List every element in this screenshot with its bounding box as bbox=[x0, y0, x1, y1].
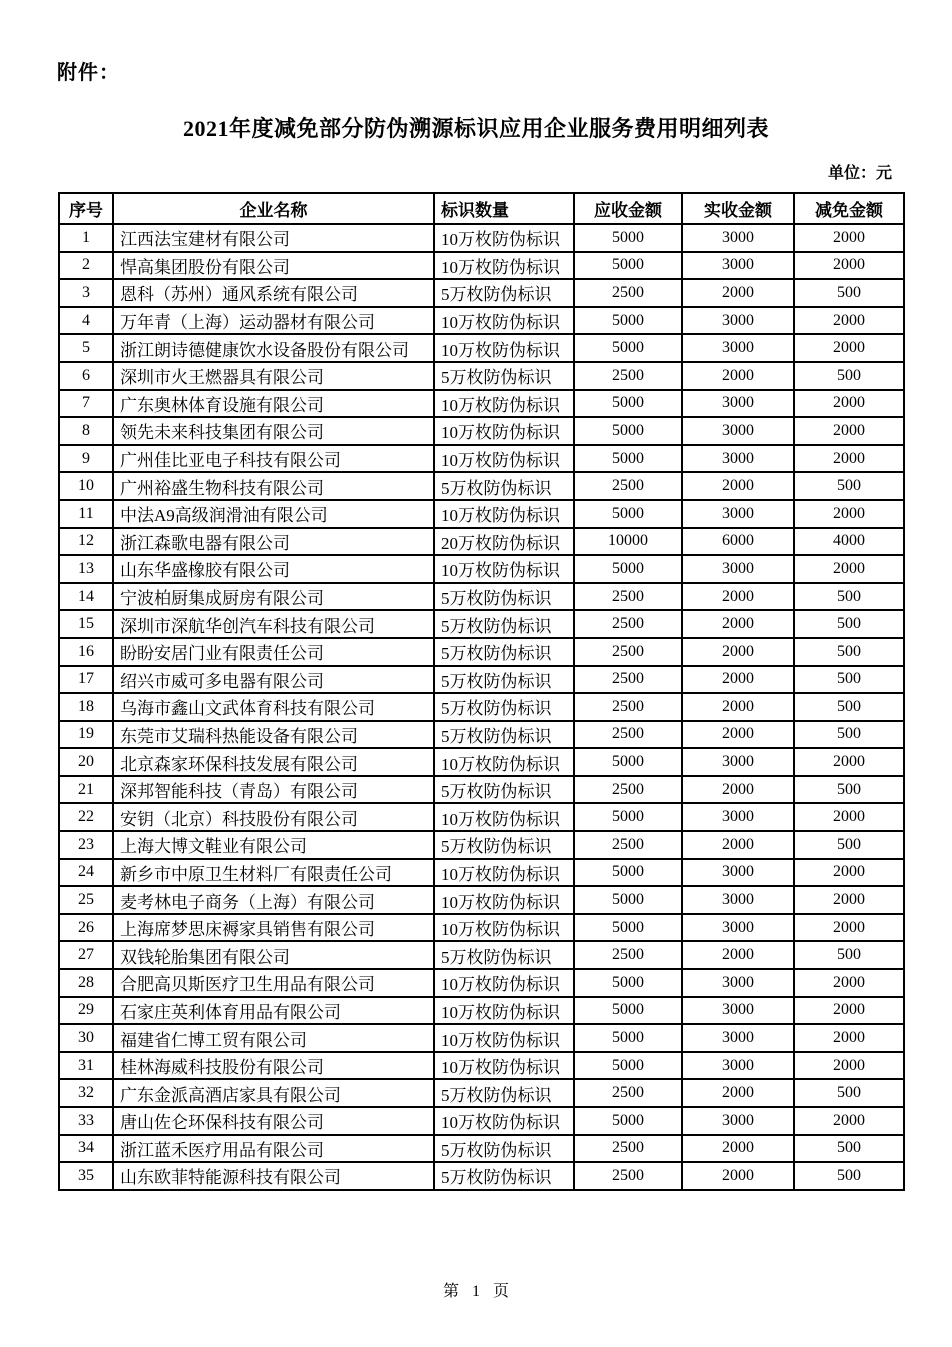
receivable-cell: 2500 bbox=[574, 279, 682, 307]
seq-cell: 27 bbox=[59, 941, 113, 969]
quantity-cell: 5万枚防伪标识 bbox=[434, 1079, 574, 1107]
receivable-cell: 2500 bbox=[574, 1135, 682, 1163]
received-cell: 3000 bbox=[682, 252, 794, 280]
received-cell: 2000 bbox=[682, 1079, 794, 1107]
company-cell: 深圳市深航华创汽车科技有限公司 bbox=[113, 610, 434, 638]
receivable-cell: 2500 bbox=[574, 941, 682, 969]
unit-label: 单位：元 bbox=[827, 165, 892, 182]
company-cell: 中法A9高级润滑油有限公司 bbox=[113, 500, 434, 528]
quantity-cell: 10万枚防伪标识 bbox=[434, 748, 574, 776]
quantity-cell: 5万枚防伪标识 bbox=[434, 666, 574, 694]
seq-cell: 15 bbox=[59, 610, 113, 638]
seq-cell: 2 bbox=[59, 252, 113, 280]
table-row bbox=[59, 362, 904, 390]
received-cell: 2000 bbox=[682, 666, 794, 694]
company-cell: 广东奥林体育设施有限公司 bbox=[113, 390, 434, 418]
company-cell: 浙江蓝禾医疗用品有限公司 bbox=[113, 1135, 434, 1163]
table-row bbox=[59, 610, 904, 638]
table-row bbox=[59, 1024, 904, 1052]
reduced-cell: 2000 bbox=[794, 555, 904, 583]
table-row bbox=[59, 969, 904, 997]
reduced-cell: 500 bbox=[794, 362, 904, 390]
seq-cell: 25 bbox=[59, 886, 113, 914]
table-row bbox=[59, 1079, 904, 1107]
quantity-cell: 5万枚防伪标识 bbox=[434, 362, 574, 390]
quantity-cell: 10万枚防伪标识 bbox=[434, 555, 574, 583]
received-cell: 3000 bbox=[682, 748, 794, 776]
table-row bbox=[59, 417, 904, 445]
received-cell: 3000 bbox=[682, 969, 794, 997]
reduced-cell: 2000 bbox=[794, 1107, 904, 1135]
received-cell: 3000 bbox=[682, 500, 794, 528]
reduced-cell: 2000 bbox=[794, 500, 904, 528]
page-number: 第 1 页 bbox=[442, 1283, 509, 1300]
received-cell: 2000 bbox=[682, 693, 794, 721]
reduced-cell: 2000 bbox=[794, 1024, 904, 1052]
company-cell: 广州裕盛生物科技有限公司 bbox=[113, 472, 434, 500]
received-cell: 3000 bbox=[682, 334, 794, 362]
table-row bbox=[59, 390, 904, 418]
seq-cell: 19 bbox=[59, 721, 113, 749]
company-cell: 东莞市艾瑞科热能设备有限公司 bbox=[113, 721, 434, 749]
quantity-cell: 5万枚防伪标识 bbox=[434, 610, 574, 638]
seq-cell: 14 bbox=[59, 583, 113, 611]
quantity-cell: 10万枚防伪标识 bbox=[434, 803, 574, 831]
reduced-cell: 500 bbox=[794, 610, 904, 638]
quantity-cell: 10万枚防伪标识 bbox=[434, 334, 574, 362]
seq-cell: 20 bbox=[59, 748, 113, 776]
receivable-cell: 2500 bbox=[574, 610, 682, 638]
reduced-cell: 500 bbox=[794, 831, 904, 859]
reduced-cell: 500 bbox=[794, 472, 904, 500]
company-cell: 乌海市鑫山文武体育科技有限公司 bbox=[113, 693, 434, 721]
seq-cell: 18 bbox=[59, 693, 113, 721]
seq-cell: 24 bbox=[59, 859, 113, 887]
received-cell: 6000 bbox=[682, 528, 794, 556]
company-cell: 麦考林电子商务（上海）有限公司 bbox=[113, 886, 434, 914]
receivable-cell: 2500 bbox=[574, 831, 682, 859]
seq-cell: 5 bbox=[59, 334, 113, 362]
reduced-cell: 2000 bbox=[794, 334, 904, 362]
table-row bbox=[59, 1162, 904, 1190]
receivable-cell: 5000 bbox=[574, 555, 682, 583]
reduced-cell: 500 bbox=[794, 279, 904, 307]
table-row bbox=[59, 472, 904, 500]
received-cell: 2000 bbox=[682, 1162, 794, 1190]
company-cell: 北京森家环保科技发展有限公司 bbox=[113, 748, 434, 776]
table-row bbox=[59, 997, 904, 1025]
quantity-cell: 5万枚防伪标识 bbox=[434, 472, 574, 500]
table-row bbox=[59, 252, 904, 280]
table-row bbox=[59, 445, 904, 473]
company-cell: 浙江森歌电器有限公司 bbox=[113, 528, 434, 556]
receivable-cell: 5000 bbox=[574, 803, 682, 831]
table-row bbox=[59, 776, 904, 804]
table-row bbox=[59, 1135, 904, 1163]
reduced-cell: 2000 bbox=[794, 445, 904, 473]
reduced-cell: 500 bbox=[794, 1079, 904, 1107]
receivable-cell: 2500 bbox=[574, 776, 682, 804]
receivable-cell: 5000 bbox=[574, 997, 682, 1025]
header-receivable: 应收金额 bbox=[574, 193, 682, 224]
received-cell: 2000 bbox=[682, 776, 794, 804]
table-row bbox=[59, 748, 904, 776]
company-cell: 合肥高贝斯医疗卫生用品有限公司 bbox=[113, 969, 434, 997]
company-cell: 悍高集团股份有限公司 bbox=[113, 252, 434, 280]
table-row bbox=[59, 638, 904, 666]
company-cell: 桂林海威科技股份有限公司 bbox=[113, 1052, 434, 1080]
seq-cell: 16 bbox=[59, 638, 113, 666]
seq-cell: 4 bbox=[59, 307, 113, 335]
table-row bbox=[59, 1052, 904, 1080]
seq-cell: 8 bbox=[59, 417, 113, 445]
quantity-cell: 5万枚防伪标识 bbox=[434, 693, 574, 721]
reduced-cell: 2000 bbox=[794, 252, 904, 280]
quantity-cell: 5万枚防伪标识 bbox=[434, 776, 574, 804]
reduced-cell: 2000 bbox=[794, 307, 904, 335]
receivable-cell: 5000 bbox=[574, 334, 682, 362]
reduced-cell: 2000 bbox=[794, 886, 904, 914]
seq-cell: 31 bbox=[59, 1052, 113, 1080]
received-cell: 2000 bbox=[682, 472, 794, 500]
seq-cell: 17 bbox=[59, 666, 113, 694]
received-cell: 2000 bbox=[682, 610, 794, 638]
quantity-cell: 10万枚防伪标识 bbox=[434, 252, 574, 280]
seq-cell: 26 bbox=[59, 914, 113, 942]
company-cell: 江西法宝建材有限公司 bbox=[113, 224, 434, 252]
quantity-cell: 10万枚防伪标识 bbox=[434, 390, 574, 418]
quantity-cell: 10万枚防伪标识 bbox=[434, 1052, 574, 1080]
company-cell: 双钱轮胎集团有限公司 bbox=[113, 941, 434, 969]
table-row bbox=[59, 886, 904, 914]
company-cell: 广州佳比亚电子科技有限公司 bbox=[113, 445, 434, 473]
receivable-cell: 2500 bbox=[574, 666, 682, 694]
company-cell: 浙江朗诗德健康饮水设备股份有限公司 bbox=[113, 334, 434, 362]
received-cell: 2000 bbox=[682, 831, 794, 859]
reduced-cell: 2000 bbox=[794, 1052, 904, 1080]
receivable-cell: 2500 bbox=[574, 583, 682, 611]
company-cell: 上海大博文鞋业有限公司 bbox=[113, 831, 434, 859]
company-cell: 山东华盛橡胶有限公司 bbox=[113, 555, 434, 583]
reduced-cell: 2000 bbox=[794, 417, 904, 445]
receivable-cell: 2500 bbox=[574, 693, 682, 721]
quantity-cell: 10万枚防伪标识 bbox=[434, 500, 574, 528]
seq-cell: 9 bbox=[59, 445, 113, 473]
seq-cell: 33 bbox=[59, 1107, 113, 1135]
quantity-cell: 5万枚防伪标识 bbox=[434, 638, 574, 666]
table-row bbox=[59, 859, 904, 887]
table-header-row bbox=[59, 193, 904, 224]
receivable-cell: 2500 bbox=[574, 472, 682, 500]
received-cell: 3000 bbox=[682, 1107, 794, 1135]
header-quantity: 标识数量 bbox=[434, 193, 574, 224]
table-row bbox=[59, 555, 904, 583]
company-cell: 上海席梦思床褥家具销售有限公司 bbox=[113, 914, 434, 942]
received-cell: 3000 bbox=[682, 914, 794, 942]
seq-cell: 3 bbox=[59, 279, 113, 307]
seq-cell: 7 bbox=[59, 390, 113, 418]
quantity-cell: 10万枚防伪标识 bbox=[434, 886, 574, 914]
quantity-cell: 10万枚防伪标识 bbox=[434, 224, 574, 252]
table-row bbox=[59, 941, 904, 969]
seq-cell: 30 bbox=[59, 1024, 113, 1052]
quantity-cell: 20万枚防伪标识 bbox=[434, 528, 574, 556]
quantity-cell: 5万枚防伪标识 bbox=[434, 279, 574, 307]
seq-cell: 35 bbox=[59, 1162, 113, 1190]
receivable-cell: 2500 bbox=[574, 638, 682, 666]
company-cell: 恩科（苏州）通风系统有限公司 bbox=[113, 279, 434, 307]
seq-cell: 12 bbox=[59, 528, 113, 556]
receivable-cell: 5000 bbox=[574, 914, 682, 942]
receivable-cell: 5000 bbox=[574, 252, 682, 280]
seq-cell: 32 bbox=[59, 1079, 113, 1107]
company-cell: 深圳市火王燃器具有限公司 bbox=[113, 362, 434, 390]
received-cell: 2000 bbox=[682, 1135, 794, 1163]
received-cell: 3000 bbox=[682, 886, 794, 914]
table-row bbox=[59, 224, 904, 252]
received-cell: 2000 bbox=[682, 583, 794, 611]
receivable-cell: 5000 bbox=[574, 390, 682, 418]
receivable-cell: 2500 bbox=[574, 362, 682, 390]
receivable-cell: 5000 bbox=[574, 445, 682, 473]
header-received: 实收金额 bbox=[682, 193, 794, 224]
seq-cell: 23 bbox=[59, 831, 113, 859]
receivable-cell: 5000 bbox=[574, 859, 682, 887]
company-cell: 宁波柏厨集成厨房有限公司 bbox=[113, 583, 434, 611]
page-title: 2021年度减免部分防伪溯源标识应用企业服务费用明细列表 bbox=[182, 116, 769, 141]
receivable-cell: 5000 bbox=[574, 748, 682, 776]
received-cell: 3000 bbox=[682, 307, 794, 335]
quantity-cell: 5万枚防伪标识 bbox=[434, 941, 574, 969]
company-cell: 万年青（上海）运动器材有限公司 bbox=[113, 307, 434, 335]
company-cell: 安钥（北京）科技股份有限公司 bbox=[113, 803, 434, 831]
quantity-cell: 5万枚防伪标识 bbox=[434, 583, 574, 611]
received-cell: 3000 bbox=[682, 555, 794, 583]
reduced-cell: 4000 bbox=[794, 528, 904, 556]
reduced-cell: 500 bbox=[794, 721, 904, 749]
receivable-cell: 10000 bbox=[574, 528, 682, 556]
reduced-cell: 2000 bbox=[794, 748, 904, 776]
quantity-cell: 10万枚防伪标识 bbox=[434, 1024, 574, 1052]
receivable-cell: 2500 bbox=[574, 1079, 682, 1107]
received-cell: 2000 bbox=[682, 638, 794, 666]
received-cell: 3000 bbox=[682, 1024, 794, 1052]
seq-cell: 13 bbox=[59, 555, 113, 583]
receivable-cell: 5000 bbox=[574, 1024, 682, 1052]
receivable-cell: 5000 bbox=[574, 1052, 682, 1080]
company-cell: 广东金派高酒店家具有限公司 bbox=[113, 1079, 434, 1107]
header-seq: 序号 bbox=[59, 193, 113, 224]
seq-cell: 6 bbox=[59, 362, 113, 390]
reduced-cell: 2000 bbox=[794, 914, 904, 942]
fee-table bbox=[58, 192, 905, 1191]
company-cell: 新乡市中原卫生材料厂有限责任公司 bbox=[113, 859, 434, 887]
receivable-cell: 5000 bbox=[574, 500, 682, 528]
company-cell: 石家庄英利体育用品有限公司 bbox=[113, 997, 434, 1025]
seq-cell: 10 bbox=[59, 472, 113, 500]
received-cell: 3000 bbox=[682, 997, 794, 1025]
quantity-cell: 5万枚防伪标识 bbox=[434, 1162, 574, 1190]
seq-cell: 28 bbox=[59, 969, 113, 997]
seq-cell: 29 bbox=[59, 997, 113, 1025]
quantity-cell: 10万枚防伪标识 bbox=[434, 859, 574, 887]
table-row bbox=[59, 307, 904, 335]
reduced-cell: 500 bbox=[794, 583, 904, 611]
receivable-cell: 2500 bbox=[574, 721, 682, 749]
received-cell: 3000 bbox=[682, 803, 794, 831]
quantity-cell: 10万枚防伪标识 bbox=[434, 417, 574, 445]
quantity-cell: 5万枚防伪标识 bbox=[434, 721, 574, 749]
company-cell: 山东欧菲特能源科技有限公司 bbox=[113, 1162, 434, 1190]
seq-cell: 34 bbox=[59, 1135, 113, 1163]
header-company: 企业名称 bbox=[113, 193, 434, 224]
received-cell: 2000 bbox=[682, 721, 794, 749]
received-cell: 2000 bbox=[682, 941, 794, 969]
table-row bbox=[59, 831, 904, 859]
reduced-cell: 500 bbox=[794, 776, 904, 804]
receivable-cell: 2500 bbox=[574, 1162, 682, 1190]
received-cell: 3000 bbox=[682, 1052, 794, 1080]
table-row bbox=[59, 803, 904, 831]
seq-cell: 11 bbox=[59, 500, 113, 528]
table-row bbox=[59, 1107, 904, 1135]
seq-cell: 22 bbox=[59, 803, 113, 831]
seq-cell: 1 bbox=[59, 224, 113, 252]
table-row bbox=[59, 583, 904, 611]
table-row bbox=[59, 666, 904, 694]
quantity-cell: 10万枚防伪标识 bbox=[434, 445, 574, 473]
company-cell: 盼盼安居门业有限责任公司 bbox=[113, 638, 434, 666]
company-cell: 深邦智能科技（青岛）有限公司 bbox=[113, 776, 434, 804]
company-cell: 领先未来科技集团有限公司 bbox=[113, 417, 434, 445]
header-reduced: 减免金额 bbox=[794, 193, 904, 224]
reduced-cell: 500 bbox=[794, 666, 904, 694]
received-cell: 3000 bbox=[682, 224, 794, 252]
reduced-cell: 2000 bbox=[794, 803, 904, 831]
reduced-cell: 500 bbox=[794, 693, 904, 721]
reduced-cell: 2000 bbox=[794, 997, 904, 1025]
company-cell: 福建省仁博工贸有限公司 bbox=[113, 1024, 434, 1052]
table-row bbox=[59, 693, 904, 721]
receivable-cell: 5000 bbox=[574, 969, 682, 997]
reduced-cell: 500 bbox=[794, 941, 904, 969]
receivable-cell: 5000 bbox=[574, 224, 682, 252]
table-row bbox=[59, 334, 904, 362]
company-cell: 绍兴市威可多电器有限公司 bbox=[113, 666, 434, 694]
seq-cell: 21 bbox=[59, 776, 113, 804]
reduced-cell: 2000 bbox=[794, 390, 904, 418]
reduced-cell: 2000 bbox=[794, 969, 904, 997]
reduced-cell: 500 bbox=[794, 638, 904, 666]
quantity-cell: 5万枚防伪标识 bbox=[434, 831, 574, 859]
receivable-cell: 5000 bbox=[574, 1107, 682, 1135]
reduced-cell: 500 bbox=[794, 1135, 904, 1163]
table-row bbox=[59, 279, 904, 307]
received-cell: 3000 bbox=[682, 859, 794, 887]
quantity-cell: 10万枚防伪标识 bbox=[434, 997, 574, 1025]
attachment-label: 附件： bbox=[57, 62, 120, 84]
received-cell: 3000 bbox=[682, 417, 794, 445]
company-cell: 唐山佐仑环保科技有限公司 bbox=[113, 1107, 434, 1135]
received-cell: 3000 bbox=[682, 445, 794, 473]
table-row bbox=[59, 914, 904, 942]
received-cell: 3000 bbox=[682, 390, 794, 418]
receivable-cell: 5000 bbox=[574, 417, 682, 445]
reduced-cell: 500 bbox=[794, 1162, 904, 1190]
quantity-cell: 10万枚防伪标识 bbox=[434, 307, 574, 335]
quantity-cell: 10万枚防伪标识 bbox=[434, 969, 574, 997]
reduced-cell: 2000 bbox=[794, 859, 904, 887]
quantity-cell: 10万枚防伪标识 bbox=[434, 914, 574, 942]
table-row bbox=[59, 500, 904, 528]
table-row bbox=[59, 721, 904, 749]
received-cell: 2000 bbox=[682, 362, 794, 390]
reduced-cell: 2000 bbox=[794, 224, 904, 252]
received-cell: 2000 bbox=[682, 279, 794, 307]
receivable-cell: 5000 bbox=[574, 307, 682, 335]
quantity-cell: 10万枚防伪标识 bbox=[434, 1107, 574, 1135]
table-row bbox=[59, 528, 904, 556]
receivable-cell: 5000 bbox=[574, 886, 682, 914]
quantity-cell: 5万枚防伪标识 bbox=[434, 1135, 574, 1163]
